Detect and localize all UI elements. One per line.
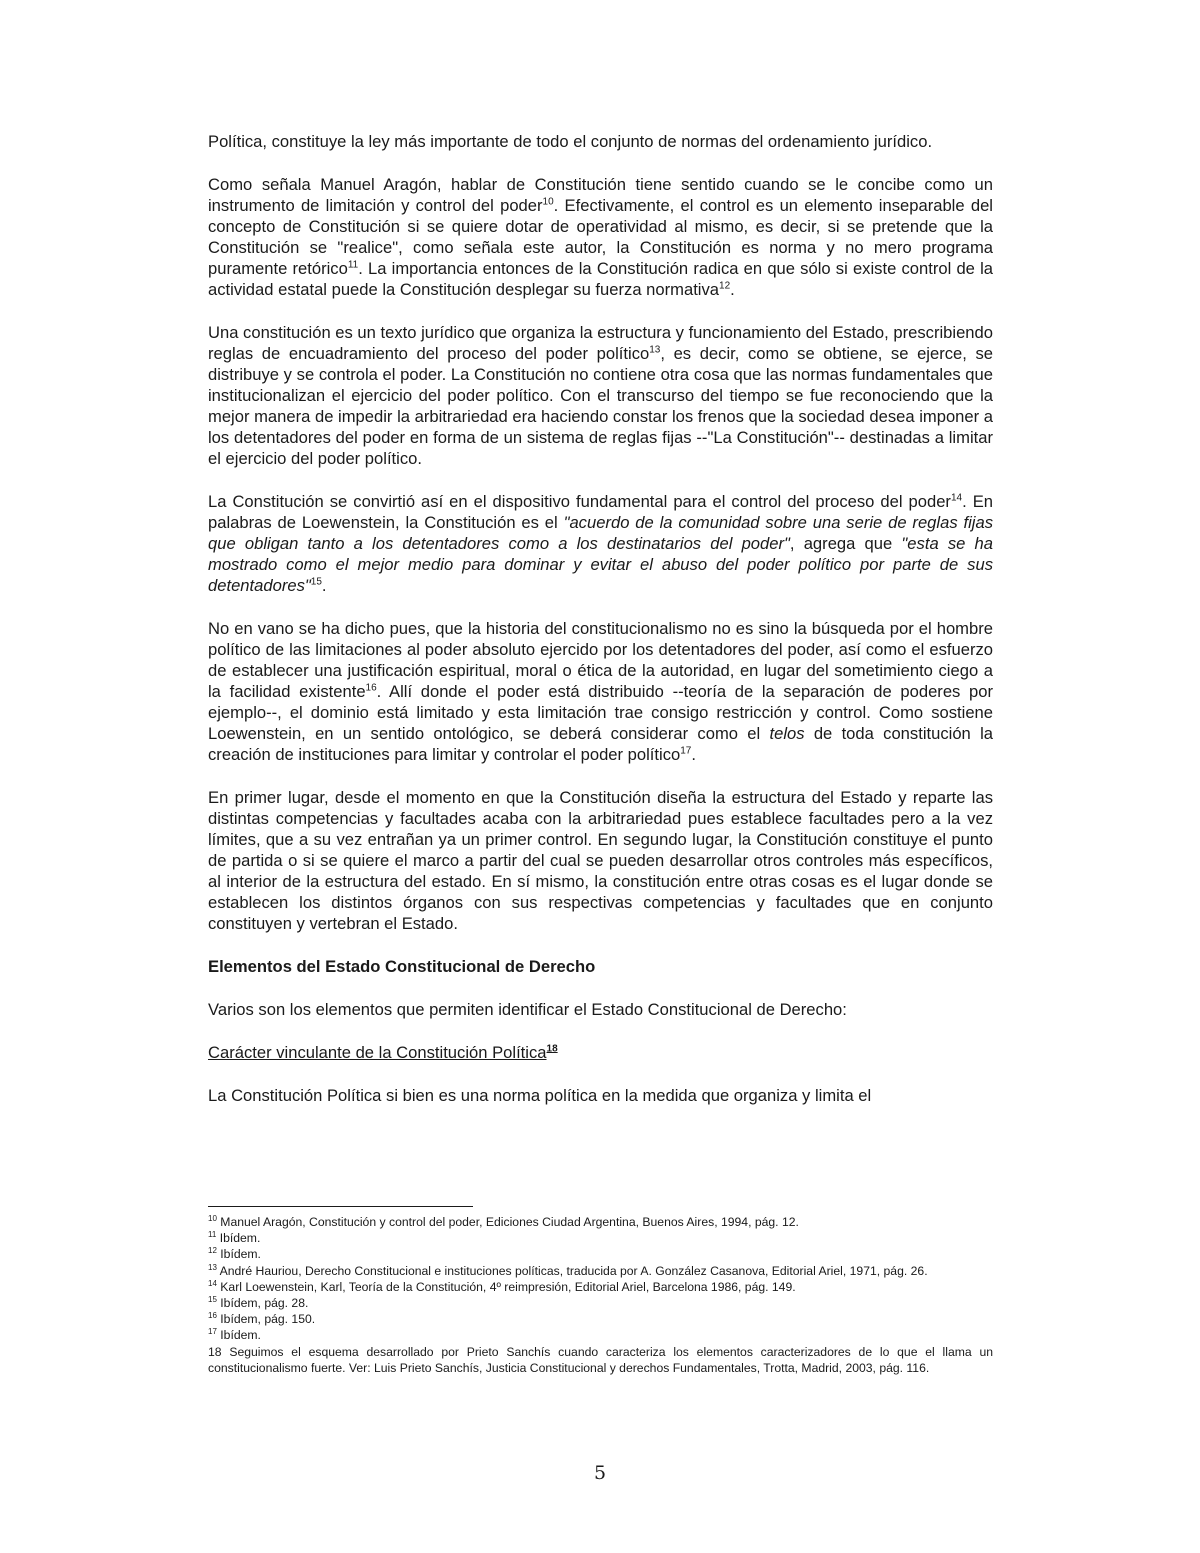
paragraph-text: . La importancia entonces de la Constitución radica en que sólo si existe control de la actividad estatal puede la Constitución desplegar su fuerza normativa <box>208 259 993 299</box>
paragraph-2 <box>208 174 993 300</box>
footnote-text: 18 Seguimos el esquema desarrollado por Prieto Sanchís cuando caracteriza los elementos caracterizadores de lo que el llama un constitucionalismo fuerte. Ver: Luis Prieto Sanchís, Justicia Constitucional y derechos Fundamentales, Trotta, Madrid, 2003, pág. 116. <box>208 1344 993 1375</box>
footnote-ref[interactable]: 13 <box>649 344 661 356</box>
paragraph-1 <box>208 131 993 152</box>
quotation: "esta se ha mostrado como el mejor medio para dominar y evitar el abuso del poder político por parte de sus detentadores" <box>208 534 994 595</box>
page-body <box>208 131 993 1106</box>
footnote-item <box>208 1295 993 1311</box>
paragraph-text: , agrega que <box>789 534 902 553</box>
footnote-ref[interactable]: 17 <box>680 745 692 757</box>
section-heading: Elementos del Estado Constitucional de Derecho <box>208 957 596 976</box>
paragraph-text: Varios son los elementos que permiten identificar el Estado Constitucional de Derecho: <box>208 1000 847 1019</box>
footnote-text: Ibídem, pág. 28. <box>216 1296 309 1311</box>
footnote-ref[interactable]: 10 <box>542 196 554 208</box>
footnote-item <box>208 1230 993 1246</box>
paragraph-text: Política, constituye la ley más importante de todo el conjunto de normas del ordenamiento jurídico. <box>208 132 933 151</box>
footnote-number: 11 <box>208 1230 217 1240</box>
footnote-text: André Hauriou, Derecho Constitucional e instituciones políticas, traducida por A. González Casanova, Editorial Ariel, 1971, pág. 26. <box>216 1263 928 1278</box>
paragraph-4 <box>208 491 993 596</box>
paragraph-6 <box>208 787 993 934</box>
footnote-item <box>208 1327 993 1343</box>
paragraph-text: No en vano se ha dicho pues, que la historia del constitucionalismo no es sino la búsqueda por el hombre político de las limitaciones al poder absoluto ejercido por los detentadores del poder, así como el esfuerzo de establecer una justificación espiritual, moral o ética de la autoridad, en lugar del sometimiento ciego a la facilidad existente <box>208 619 993 701</box>
footnote-number: 13 <box>208 1262 217 1272</box>
footnote-item <box>208 1214 993 1230</box>
footnote-item <box>208 1344 993 1376</box>
paragraph-text: . <box>730 280 735 299</box>
footnote-ref[interactable]: 15 <box>310 576 322 588</box>
footnote-number: 14 <box>208 1278 217 1288</box>
subsection-heading-text: Carácter vinculante de la Constitución Política <box>208 1043 547 1062</box>
footnote-number: 10 <box>208 1213 217 1223</box>
footnote-text: Ibídem, pág. 150. <box>216 1312 316 1327</box>
paragraph-text: . Allí donde el poder está distribuido --teoría de la separación de poderes por ejemplo--, el dominio está limitado y esta limitación trae consigo restricción y control. Como sostiene Loewenstein, en un sentido ontológico, se deberá considerar como el <box>208 682 993 743</box>
paragraph-5 <box>208 618 993 765</box>
footnote-number: 16 <box>208 1311 217 1321</box>
paragraph-text: La Constitución se convirtió así en el dispositivo fundamental para el control del proceso del poder <box>208 492 951 511</box>
paragraph-text: . <box>691 745 696 764</box>
footnotes <box>208 1214 993 1376</box>
footnote-ref[interactable]: 11 <box>347 259 359 271</box>
footnote-text: Ibídem. <box>216 1247 261 1262</box>
paragraph-7 <box>208 999 993 1020</box>
footnote-item <box>208 1263 993 1279</box>
footnote-number: 12 <box>208 1246 217 1256</box>
footnote-ref[interactable]: 14 <box>950 492 963 504</box>
paragraph-text: En primer lugar, desde el momento en que la Constitución diseña la estructura del Estado y reparte las distintas competencias y facultades acaba con la arbitrariedad pues establece facultades pero a la vez límites, que a su vez entrañan ya un primer control. En segundo lugar, la Constitución constituye el punto de partida o si se quiere el marco a partir del cual se pueden desarrollar otros controles más específicos, al interior de la estructura del estado. En sí mismo, la constitución entre otras cosas es el lugar donde se establecen los distintos órganos con sus respectivas competencias y facultades que en conjunto constituyen y vertebran el Estado. <box>208 788 993 933</box>
paragraph-8 <box>208 1085 993 1106</box>
paragraph-text: Como señala Manuel Aragón, hablar de Constitución tiene sentido cuando se le concibe como un instrumento de limitación y control del poder <box>208 175 993 215</box>
subsection-heading <box>208 1042 993 1063</box>
footnote-text: Karl Loewenstein, Karl, Teoría de la Constitución, 4º reimpresión, Editorial Ariel, Barcelona 1986, pág. 149. <box>216 1279 796 1294</box>
footnote-separator <box>208 1206 473 1207</box>
footnote-ref[interactable]: 16 <box>365 682 377 694</box>
paragraph-text: de toda constitución la creación de instituciones para limitar y controlar el poder político <box>208 724 993 764</box>
footnote-item <box>208 1279 993 1295</box>
footnote-text: Manuel Aragón, Constitución y control del poder, Ediciones Ciudad Argentina, Buenos Aires, 1994, pág. 12. <box>216 1215 799 1229</box>
paragraph-text: . En palabras de Loewenstein, la Constitución es el <box>208 492 993 532</box>
footnote-item <box>208 1246 993 1262</box>
footnote-number: 17 <box>208 1327 217 1337</box>
page-number: 5 <box>593 1462 607 1484</box>
footnote-item <box>208 1311 993 1327</box>
paragraph-text: La Constitución Política si bien es una norma política en la medida que organiza y limita el <box>208 1086 872 1105</box>
paragraph-3 <box>208 322 993 469</box>
paragraph-text: . Efectivamente, el control es un elemento inseparable del concepto de Constitución si se quiere dotar de operatividad al mismo, es decir, si se pretende que la Constitución se "realice", como señala este autor, la Constitución es norma y no mero programa puramente retórico <box>208 196 993 278</box>
paragraph-text: . <box>321 576 327 595</box>
footnote-number: 15 <box>208 1294 217 1304</box>
paragraph-text: , es decir, como se obtiene, se ejerce, se distribuye y se controla el poder. La Constitución no contiene otra cosa que las normas fundamentales que institucionalizan el ejercicio del poder político. Con el transcurso del tiempo se fue reconociendo que la mejor manera de impedir la arbitrariedad era haciendo constar los frenos que la sociedad desea imponer a los detentadores del poder en forma de un sistema de reglas fijas --"La Constitución"-- destinadas a limitar el ejercicio del poder político. <box>208 344 993 468</box>
quotation: "acuerdo de la comunidad sobre una serie de reglas fijas que obligan tanto a los detentadores como a los destinatarios del poder" <box>208 513 993 553</box>
paragraph-text: Una constitución es un texto jurídico que organiza la estructura y funcionamiento del Estado, prescribiendo reglas de encuadramiento del proceso del poder político <box>208 323 993 363</box>
italic-term: telos <box>769 724 805 743</box>
footnote-text: Ibídem. <box>216 1328 261 1343</box>
footnote-ref[interactable]: 18 <box>546 1043 558 1055</box>
footnote-text: Ibídem. <box>216 1231 261 1246</box>
footnote-ref[interactable]: 12 <box>719 280 731 292</box>
